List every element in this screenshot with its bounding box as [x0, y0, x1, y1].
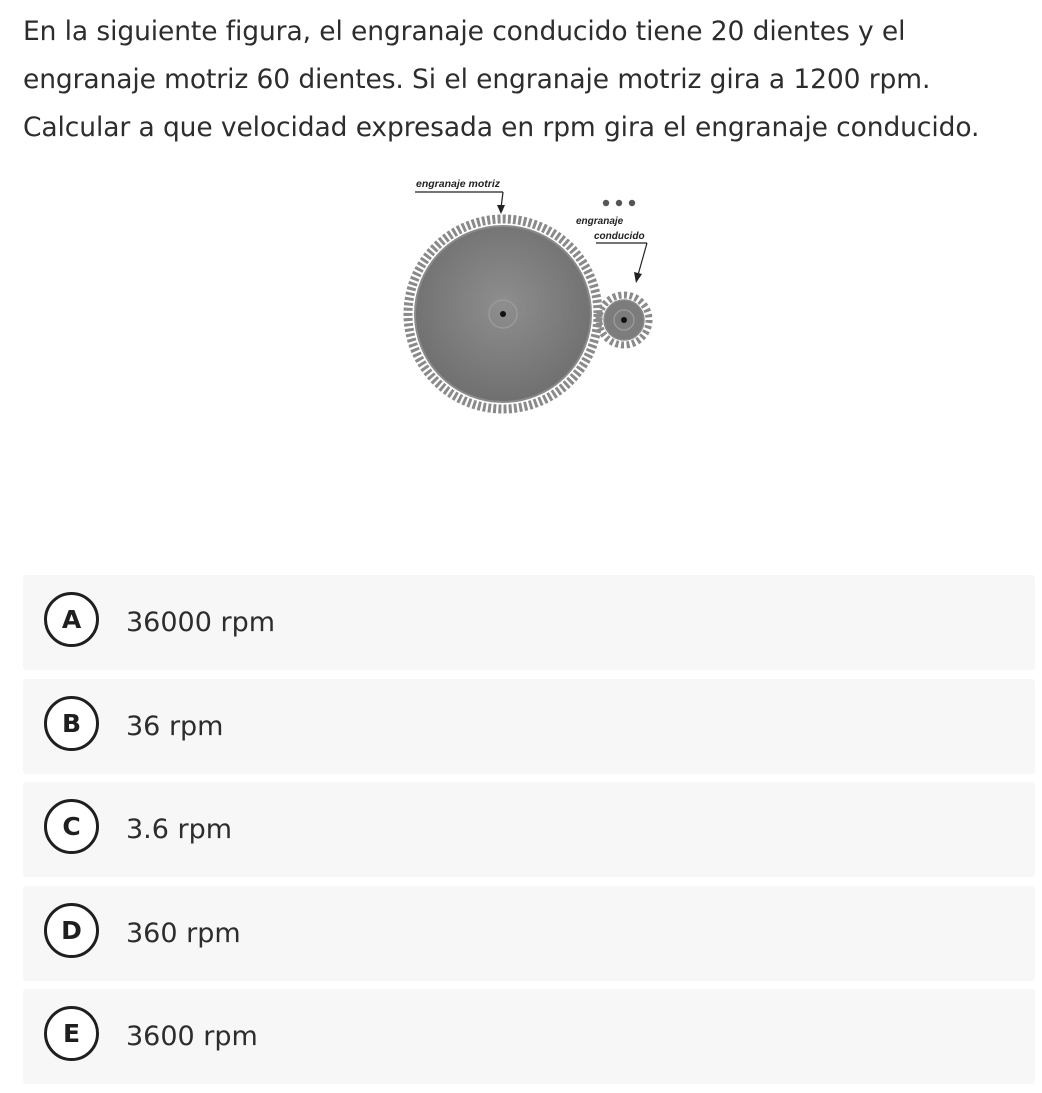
driven-arrowhead — [634, 272, 642, 283]
question-text: En la siguiente figura, el engranaje conducido tiene 20 dientes y el engranaje motriz 60 dientes. Si el engranaje motriz gira a 1200 rpm. Calcular a que velocidad expresada en rpm gira el engranaje conducido. — [23, 16, 980, 143]
option-c-text: 3.6 rpm — [126, 814, 233, 845]
answer-options — [23, 575, 1035, 1093]
option-d-badge: D — [44, 903, 99, 958]
option-d[interactable] — [23, 886, 1035, 981]
driven-gear-axle — [621, 317, 627, 323]
option-e[interactable] — [23, 989, 1035, 1084]
option-b-badge: B — [44, 696, 99, 751]
option-c-badge: C — [44, 799, 99, 854]
driven-label-line2: conducido — [594, 231, 645, 242]
option-d-text: 360 rpm — [126, 917, 241, 949]
driver-arrowhead — [497, 205, 505, 214]
option-e-text: 3600 rpm — [126, 1021, 258, 1052]
option-b[interactable] — [23, 679, 1035, 774]
option-a-text: 36000 rpm — [126, 607, 276, 638]
driven-label-line1: engranaje — [576, 216, 624, 227]
driver-gear-axle — [500, 311, 506, 317]
driver-label: engranaje motriz — [416, 178, 501, 190]
option-a[interactable] — [23, 575, 1035, 670]
gear-figure — [400, 172, 660, 417]
driven-leader — [638, 243, 647, 275]
option-a-badge: A — [44, 592, 99, 647]
option-e-badge: E — [44, 1006, 99, 1061]
gears-diagram — [400, 172, 660, 417]
more-dots-icon[interactable] — [603, 200, 635, 206]
option-b-text: 36 rpm — [126, 710, 224, 742]
option-c[interactable] — [23, 782, 1035, 877]
